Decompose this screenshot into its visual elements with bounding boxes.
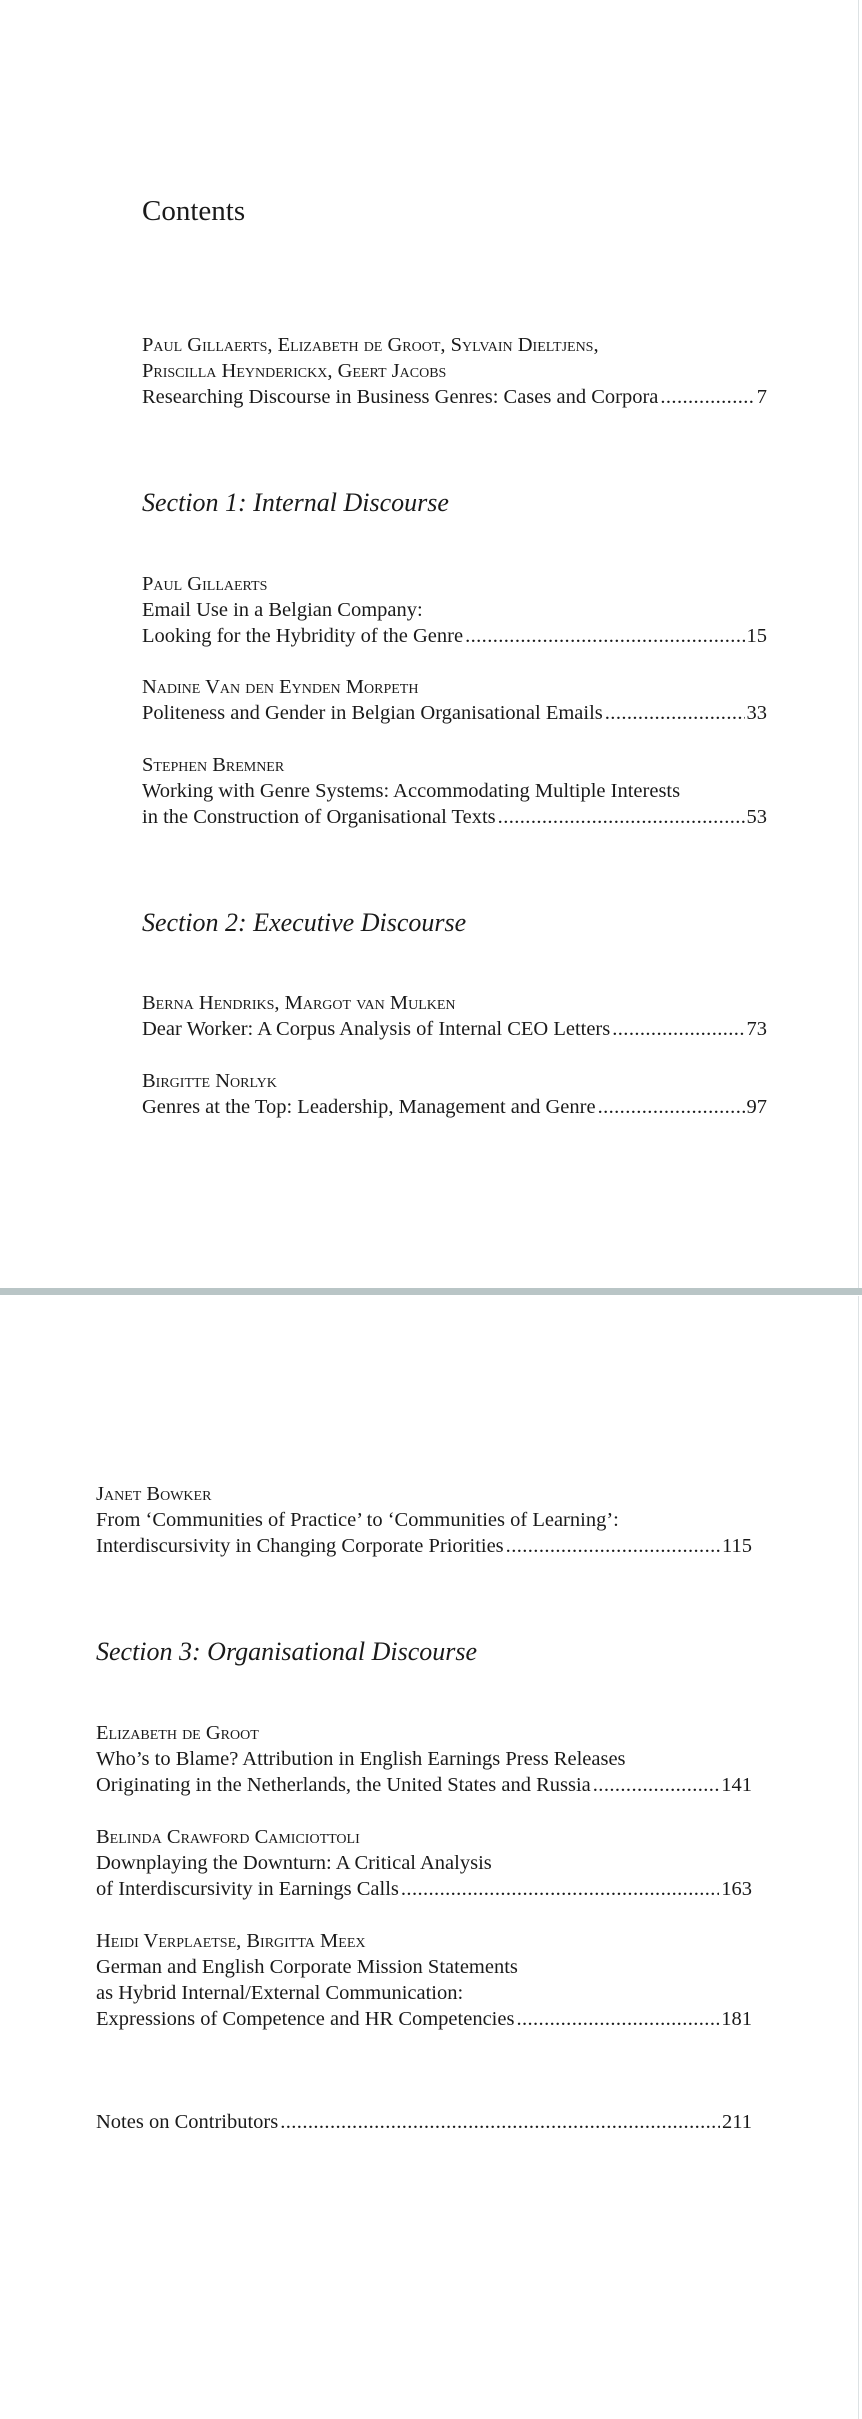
toc-entry[interactable] xyxy=(142,752,767,830)
leader-dots xyxy=(598,1094,745,1120)
leader-dots xyxy=(280,2109,720,2135)
leader-dots xyxy=(516,2006,719,2032)
toc-entry[interactable] xyxy=(96,1720,752,1798)
entry-title-line xyxy=(96,2109,752,2135)
entry-title: Originating in the Netherlands, the United States and Russia xyxy=(96,1774,591,1796)
page-number: 33 xyxy=(746,702,767,724)
leader-dots xyxy=(593,1772,719,1798)
entry-title: From ‘Communities of Practice’ to ‘Communities of Learning’: xyxy=(96,1509,619,1531)
entry-title-line xyxy=(142,1016,767,1042)
entry-title-line xyxy=(142,623,767,649)
entry-title: of Interdiscursivity in Earnings Calls xyxy=(96,1878,399,1900)
leader-dots xyxy=(605,700,745,726)
section-heading: Section 3: Organisational Discourse xyxy=(96,1637,478,1666)
entry-authors: Belinda Crawford Camiciottoli xyxy=(96,1826,360,1848)
entry-title: Interdiscursivity in Changing Corporate Priorities xyxy=(96,1535,504,1557)
toc-entry[interactable] xyxy=(142,990,767,1042)
page-title: Contents xyxy=(142,195,246,227)
toc-entry-notes[interactable] xyxy=(96,2109,752,2135)
entry-authors: Elizabeth de Groot xyxy=(96,1722,259,1744)
page-divider xyxy=(0,1288,862,1295)
entry-title: as Hybrid Internal/External Communication: xyxy=(96,1982,464,2004)
page-number: 73 xyxy=(746,1018,767,1040)
section-heading: Section 1: Internal Discourse xyxy=(142,488,449,517)
entry-title: Looking for the Hybridity of the Genre xyxy=(142,625,464,647)
page-2 xyxy=(0,1296,859,2419)
entry-title: Genres at the Top: Leadership, Management and Genre xyxy=(142,1096,596,1118)
toc-entry[interactable] xyxy=(142,571,767,649)
entry-title: Researching Discourse in Business Genres: Cases and Corpora xyxy=(142,386,659,408)
toc-entry[interactable] xyxy=(96,1481,752,1559)
leader-dots xyxy=(660,384,754,410)
toc-entry-intro[interactable] xyxy=(142,332,767,410)
toc-entry[interactable] xyxy=(142,674,767,726)
entry-title: German and English Corporate Mission Statements xyxy=(96,1956,518,1978)
leader-dots xyxy=(401,1876,719,1902)
entry-title-line xyxy=(96,1533,752,1559)
leader-dots xyxy=(612,1016,744,1042)
leader-dots xyxy=(465,623,744,649)
page-number: 163 xyxy=(721,1878,752,1900)
entry-title: Email Use in a Belgian Company: xyxy=(142,599,423,621)
page-number: 7 xyxy=(756,386,767,408)
section-heading: Section 2: Executive Discourse xyxy=(142,908,467,937)
entry-authors: Paul Gillaerts xyxy=(142,573,268,595)
toc-entry[interactable] xyxy=(96,1928,752,2032)
page-number: 15 xyxy=(746,625,767,647)
entry-title: in the Construction of Organisational Texts xyxy=(142,806,496,828)
entry-title: Dear Worker: A Corpus Analysis of Internal CEO Letters xyxy=(142,1018,611,1040)
entry-title: Downplaying the Downturn: A Critical Analysis xyxy=(96,1852,492,1874)
entry-authors: Heidi Verplaetse, Birgitta Meex xyxy=(96,1930,366,1952)
toc-entry[interactable] xyxy=(142,1068,767,1120)
page-number: 141 xyxy=(721,1774,752,1796)
entry-title: Expressions of Competence and HR Competencies xyxy=(96,2008,515,2030)
entry-title-line xyxy=(142,804,767,830)
entry-authors: Berna Hendriks, Margot van Mulken xyxy=(142,992,456,1014)
entry-title: Politeness and Gender in Belgian Organisational Emails xyxy=(142,702,603,724)
entry-authors: Paul Gillaerts, Elizabeth de Groot, Sylvain Dieltjens, xyxy=(142,334,599,356)
page-number: 53 xyxy=(746,806,767,828)
page-number: 211 xyxy=(722,2111,752,2133)
toc-entry[interactable] xyxy=(96,1824,752,1902)
entry-title-line xyxy=(96,1772,752,1798)
entry-authors: Nadine Van den Eynden Morpeth xyxy=(142,676,419,698)
entry-title-line xyxy=(142,700,767,726)
leader-dots xyxy=(498,804,745,830)
notes-label: Notes on Contributors xyxy=(96,2111,279,2133)
entry-title-line xyxy=(96,2006,752,2032)
entry-title-line xyxy=(96,1876,752,1902)
page-number: 181 xyxy=(721,2008,752,2030)
entry-authors: Priscilla Heynderickx, Geert Jacobs xyxy=(142,360,447,382)
page-number: 97 xyxy=(746,1096,767,1118)
leader-dots xyxy=(506,1533,720,1559)
entry-title-line xyxy=(142,1094,767,1120)
page-number: 115 xyxy=(722,1535,752,1557)
entry-authors: Stephen Bremner xyxy=(142,754,285,776)
entry-title: Working with Genre Systems: Accommodating Multiple Interests xyxy=(142,780,681,802)
entry-authors: Birgitte Norlyk xyxy=(142,1070,277,1092)
entry-authors: Janet Bowker xyxy=(96,1483,212,1505)
entry-title: Who’s to Blame? Attribution in English Earnings Press Releases xyxy=(96,1748,626,1770)
entry-title-line xyxy=(142,384,767,410)
